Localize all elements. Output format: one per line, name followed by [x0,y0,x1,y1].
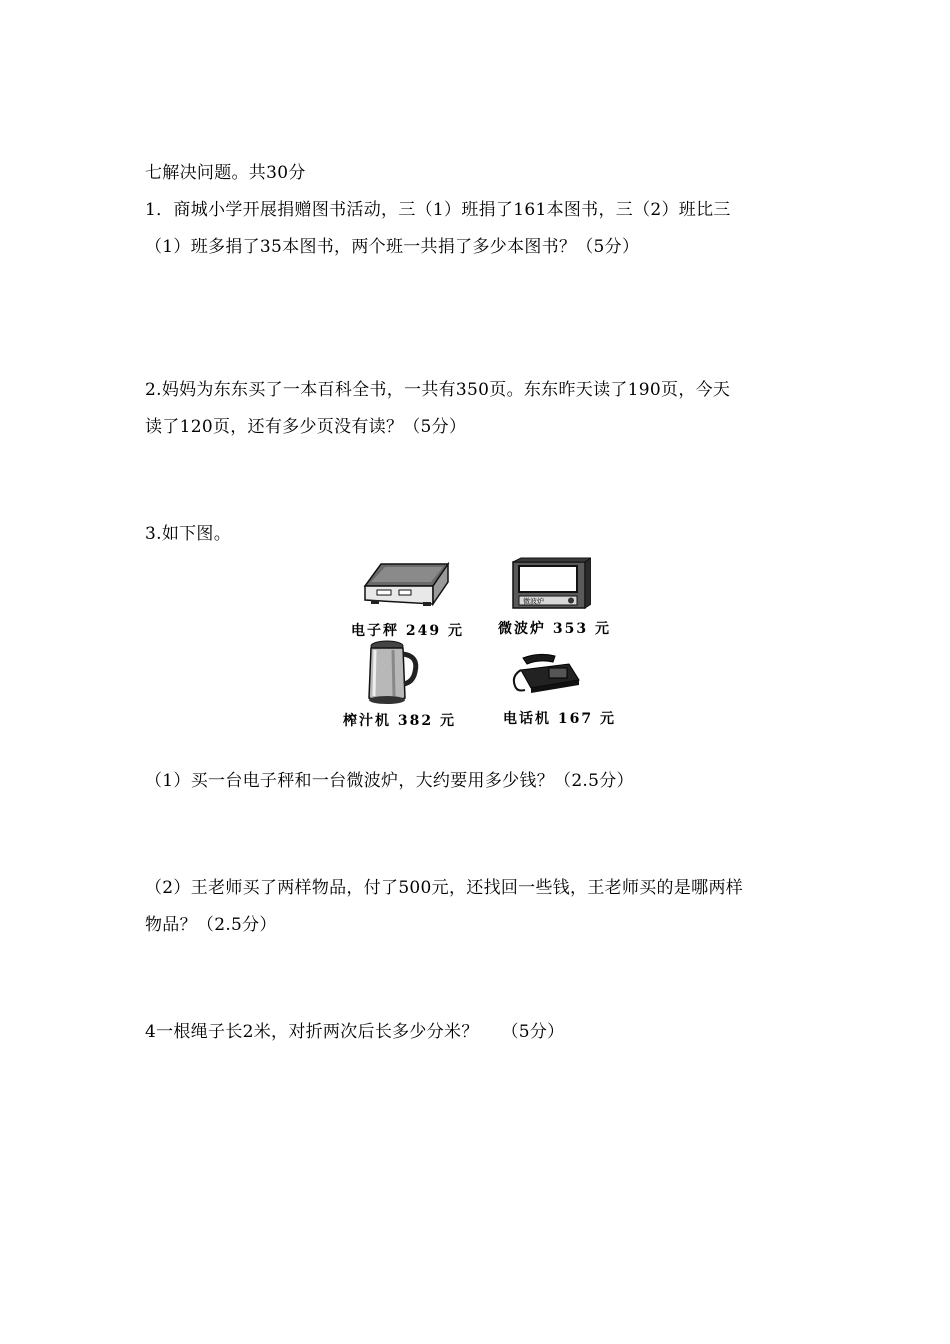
telephone-label: 电话机 167 元 [503,711,616,727]
product-juicer [343,638,493,729]
electronic-scale-icon [363,560,453,612]
question-3-sub-2-line-2: 物品？（2.5分） [145,915,277,935]
question-3-sub-2-line-1: （2）王老师买了两样物品，付了500元，还找回一些钱，王老师买的是哪两样 [145,878,744,898]
product-electronic-scale [351,560,493,648]
product-figure [335,552,635,737]
question-1-line-1: 1．商城小学开展捐赠图书活动，三（1）班捐了161本图书，三（2）班比三 [145,200,731,220]
question-3-sub-1: （1）买一台电子秤和一台微波炉，大约要用多少钱？（2.5分） [145,771,634,791]
electronic-scale-label: 电子秤 249 元 [351,623,464,639]
telephone-icon [511,652,581,697]
section-title: 七解决问题。共30分 [145,163,306,183]
product-telephone [503,652,641,740]
question-2-line-1: 2.妈妈为东东买了一本百科全书，一共有350页。东东昨天读了190页，今天 [145,380,731,400]
juicer-label: 榨汁机 382 元 [343,713,456,729]
question-3-title: 3.如下图。 [145,524,232,544]
juicer-icon [363,638,423,708]
microwave-icon [511,556,591,612]
question-4: 4一根绳子长2米，对折两次后长多少分米？ （5分） [145,1022,565,1042]
question-1-line-2: （1）班多捐了35本图书，两个班一共捐了多少本图书？（5分） [145,237,640,257]
question-2-line-2: 读了120页，还有多少页没有读？（5分） [145,417,467,437]
microwave-label: 微波炉 353 元 [498,621,611,637]
product-microwave [498,556,641,644]
microwave-panel-text: 微波炉 [523,597,544,606]
